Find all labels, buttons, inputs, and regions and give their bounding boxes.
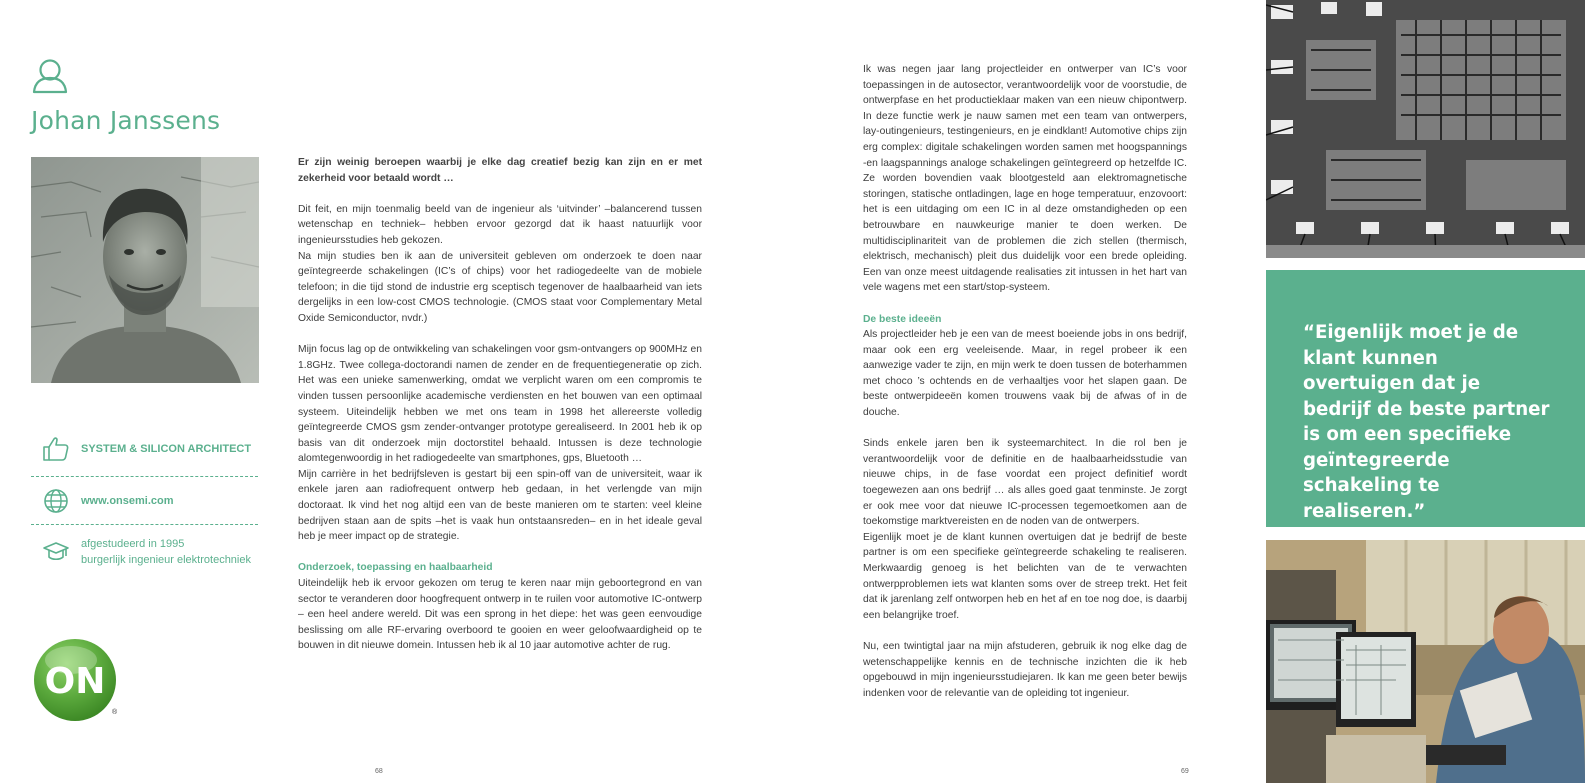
info-website[interactable]: [31, 486, 258, 516]
education-degree: burgerlijk ingenieur elektrotechniek: [81, 554, 251, 566]
pull-quote: [1266, 270, 1585, 527]
office-photo: [1266, 540, 1585, 783]
lead-paragraph: Er zijn weinig beroepen waarbij je elke dag creatief bezig kan zijn en er met zekerheid voor betaald wordt …: [298, 157, 702, 184]
paragraph: Mijn carrière in het bedrijfsleven is gestart bij een spin-off van de universiteit, waar ik enkele jaren aan radiofrequent ontwerp heb gedaan, in het verlengde van mijn doctoraat. Ik vind het nog altijd een van de beste manieren om te starten: veel kleine bedrijven staan aan de spits –het is vaak hun ontstaansreden– en in het ideale geval heb je meer impact op de strategie.: [298, 468, 702, 543]
paragraph: Uiteindelijk heb ik ervoor gekozen om terug te keren naar mijn geboortegrond en van sector te veranderen door hoogfrequent ontwerp in te ruilen voor automotive IC-ontwerp – een heel andere wereld. Dit was een sprong in het diepe: het was geen eenvoudige beslissing om alle RF-ervaring overboord te gooien en weer geloofwaardigheid op te bouwen in dit nieuwe domein. Intussen heb ik al 10 jaar automotive achter de rug.: [298, 578, 702, 652]
globe-icon: [43, 488, 69, 514]
portrait-photo: [31, 157, 259, 383]
page-number-right: 69: [1181, 768, 1189, 775]
right-text-column: [863, 62, 1187, 701]
thumbs-up-icon: [42, 436, 70, 462]
on-semiconductor-logo: [33, 638, 118, 723]
left-text-column: [298, 155, 702, 654]
chip-die-photo: [1266, 0, 1585, 258]
info-role: [31, 434, 258, 464]
registered-mark: ®: [112, 709, 118, 716]
info-education: [31, 534, 258, 570]
paragraph: Eigenlijk moet je de klant kunnen overtuigen dat je bedrijf de beste partner is om een specifieke geïntegreerde schakeling te realiseren. Merkwaardig genoeg is het belichten van de te verwachten ontwerpproblemen iets wat klanten soms over de streep trekt. Het feit dat ik jarenlang zelf ontworpen heb en het af en toe nog doe, is daarbij een belangrijke troef.: [863, 531, 1187, 621]
divider: [31, 476, 258, 477]
page-number-left: 68: [375, 768, 383, 775]
divider: [31, 524, 258, 525]
svg-text:ON: ON: [44, 661, 106, 702]
paragraph: Als projectleider heb je een van de meest boeiende jobs in ons bedrijf, maar ook een erg veeleisende. Maar, in regel probeer ik een aanwezige vader te zijn, en mijn werk te doen tussen de boterhammen met choco ’s ochtends en de verhaaltjes voor het slapen gaan. De beste ontwerpideeën komen trouwens vaak bij de afwas of in de douche.: [863, 329, 1187, 419]
quote-text: “Eigenlijk moet je de klant kunnen overtuigen dat je bedrijf de beste partner is om een specifieke geïntegreerde schakeling te realiseren.”: [1303, 322, 1550, 522]
role-text: SYSTEM & SILICON ARCHITECT: [81, 443, 252, 455]
website-link[interactable]: www.onsemi.com: [81, 495, 174, 507]
graduation-cap-icon: [42, 540, 70, 564]
paragraph: Ik was negen jaar lang projectleider en ontwerper van IC’s voor toepassingen in de autosector, verantwoordelijk voor de voorstudie, de ontwerpfase en het productieklaar maken van een nieuw chipontwerp. In deze functie werk je nauw samen met een team van ontwerpers, lay-outingenieurs, testingenieurs, en je eindklant! Automotive chips zijn erg complex: digitale schakelingen worden samen met hoogspannings -en laagspannings analoge schakelingen geïntegreerd op hetzelfde IC. Ze worden bovendien vaak blootgesteld aan elektromagnetische storingen, statische ontladingen, lage en hoge temperatuur, enzovoort: het is een uitdaging om een IC in al deze omstandigheden op een betrouwbare en nauwkeurige manier te doen werken. De multidisciplinariteit van de problemen die zich stellen (thermisch, elektrisch, mechanisch) pleit dus duidelijk voor een brede opleiding. Een van onze meest uitdagende realisaties zit intussen in het hart van vele wagens met een start/stop-systeem.: [863, 64, 1187, 294]
paragraph: Nu, een twintigtal jaar na mijn afstuderen, gebruik ik nog elke dag de wetenschappelijke kennis en de technische inzichten die ik heb opgebouwd in mijn ingenieursstudiejaren. Ik kan me geen beter bewijs indenken voor de relevantie van de opleiding tot ingenieur.: [863, 640, 1187, 699]
section-heading: De beste ideeën: [863, 313, 942, 325]
paragraph: Mijn focus lag op de ontwikkeling van schakelingen voor gsm-ontvangers op 900MHz en 1.8GHz. Twee collega-doctorandi namen de zender en de frequentiegeneratie op zich. Het was een unieke samenwerking, omdat we verplicht waren om een compromis te vinden tussen persoonlijke academische verdiensten en het bouwen van een optimaal systeem. Uiteindelijk hebben we met ons team in 1998 het allereerste volledig geïntegreerde CMOS gsm zender-ontvanger prototype gerealiseerd. In 2001 heb ik op basis van dit onderzoek mijn doctorstitel behaald. Intussen is deze technologie alomtegenwoordig in het radiogedeelte van smartphones, gps, Bluetooth …: [298, 344, 702, 465]
person-name: Johan Janssens: [31, 106, 221, 135]
person-icon: [31, 56, 69, 94]
paragraph: Dit feit, en mijn toenmalig beeld van de ingenieur als ‘uitvinder’ –balancerend tussen wetenschap en techniek– hebben ervoor gezorgd dat ik haast natuurlijk voor ingenieursstudies heb gekozen.: [298, 203, 702, 246]
paragraph: Sinds enkele jaren ben ik systeemarchitect. In die rol ben je verantwoordelijk voor de definitie en de haalbaarheidsstudie van nieuwe chips, in de fase voordat een project definitief wordt toegewezen aan ons bedrijf … als alles goed gaat tenminste. Je zorgt er ook mee voor dat nieuwe IC-processen tegemoetkomen aan de toekomstige marktvereisten en de noden van de ontwerpers.: [863, 438, 1187, 528]
education-year: afgestudeerd in 1995: [81, 538, 185, 550]
section-heading: Onderzoek, toepassing en haalbaarheid: [298, 562, 493, 574]
paragraph: Na mijn studies ben ik aan de universiteit gebleven om onderzoek te doen naar geïntegreerde schakelingen (IC’s of chips) voor het radiogedeelte van de mobiele telefoon; in die tijd stond de industrie erg sceptisch tegenover de haalbaarheid van iets dergelijks in een low-cost CMOS technologie. (CMOS staat voor Complementary Metal Oxide Semiconductor, nvdr.): [298, 250, 702, 324]
